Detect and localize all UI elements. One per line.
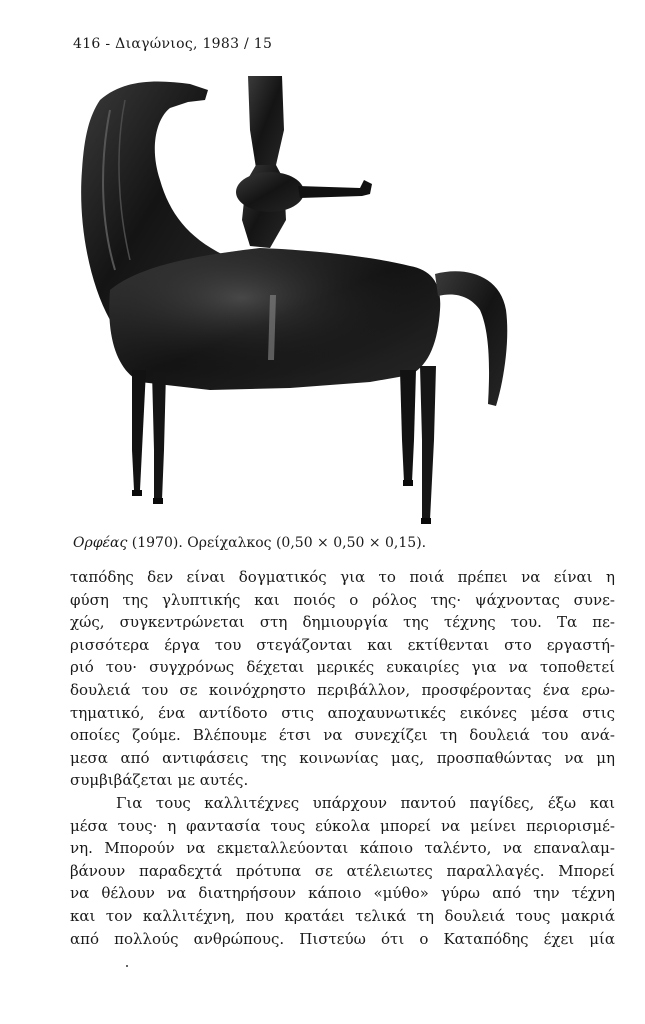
text-line: να θέλουν να διατηρήσουν κάποιο «μύθο» γύρω από την τέχνη (70, 884, 615, 903)
text-line: νη. Μπορούν να εκμεταλλεύονται κάποιο ταλέντο, να επαναλαμ- (70, 839, 615, 858)
text-line: από πολλούς ανθρώπους. Πιστεύω ότι ο Καταπόδης έχει μία (70, 929, 615, 948)
print-speck (126, 965, 128, 967)
text-line: ταπόδης δεν είναι δογματικός για το ποιά πρέπει να είναι η (70, 568, 615, 586)
text-line: οποίες ζούμε. Βλέπουμε έτσι να συνεχίζει τη δουλειά του ανά- (70, 726, 615, 745)
text-line: βάνουν παραδεχτά πρότυπα σε ατέλειωτες παραλλαγές. Μπορεί (70, 861, 615, 880)
text-line: ρισσότερα έργα του στεγάζονται και εκτίθενται στο εργαστή- (70, 635, 615, 654)
text-line: και τον καλλιτέχνη, που κρατάει τελικά τη δουλειά τους μακριά (70, 906, 615, 925)
text-line: τηματικό, ένα αντίδοτο στις αποχαυνωτικές εικόνες μέσα στις (70, 703, 615, 722)
caption-title: Ορφέας (73, 535, 128, 551)
sculpture-photo (70, 70, 520, 530)
text-line: ριό του· συγχρόνως δέχεται μερικές ευκαιρίες για να τοποθετεί (70, 658, 615, 677)
figure-caption (73, 535, 426, 551)
text-line: μέσα τους· η φαντασία τους εύκολα μπορεί να μείνει περιορισμέ- (70, 816, 615, 835)
text-line: Για τους καλλιτέχνες υπάρχουν παντού παγίδες, έξω και (116, 793, 615, 812)
text-line: συμβιβάζεται με αυτές. (70, 771, 249, 790)
text-line: φύση της γλυπτικής και ποιός ο ρόλος της· ψάχνοντας συνε- (70, 590, 615, 609)
text-line: χώς, συγκεντρώνεται στη δημιουργία της τέχνης του. Τα πε- (70, 613, 615, 632)
text-line: δουλειά του σε κοινόχρηστο περιβάλλον, προσφέροντας ένα ερω- (70, 680, 615, 699)
caption-details: (1970). Ορείχαλκος (0,50 × 0,50 × 0,15). (127, 535, 427, 551)
article-body (70, 566, 615, 950)
text-line: μεσα από αντιφάσεις της κοινωνίας μας, προσπαθώντας να μη (70, 748, 615, 767)
running-head: 416 - Διαγώνιος, 1983 / 15 (73, 36, 273, 52)
